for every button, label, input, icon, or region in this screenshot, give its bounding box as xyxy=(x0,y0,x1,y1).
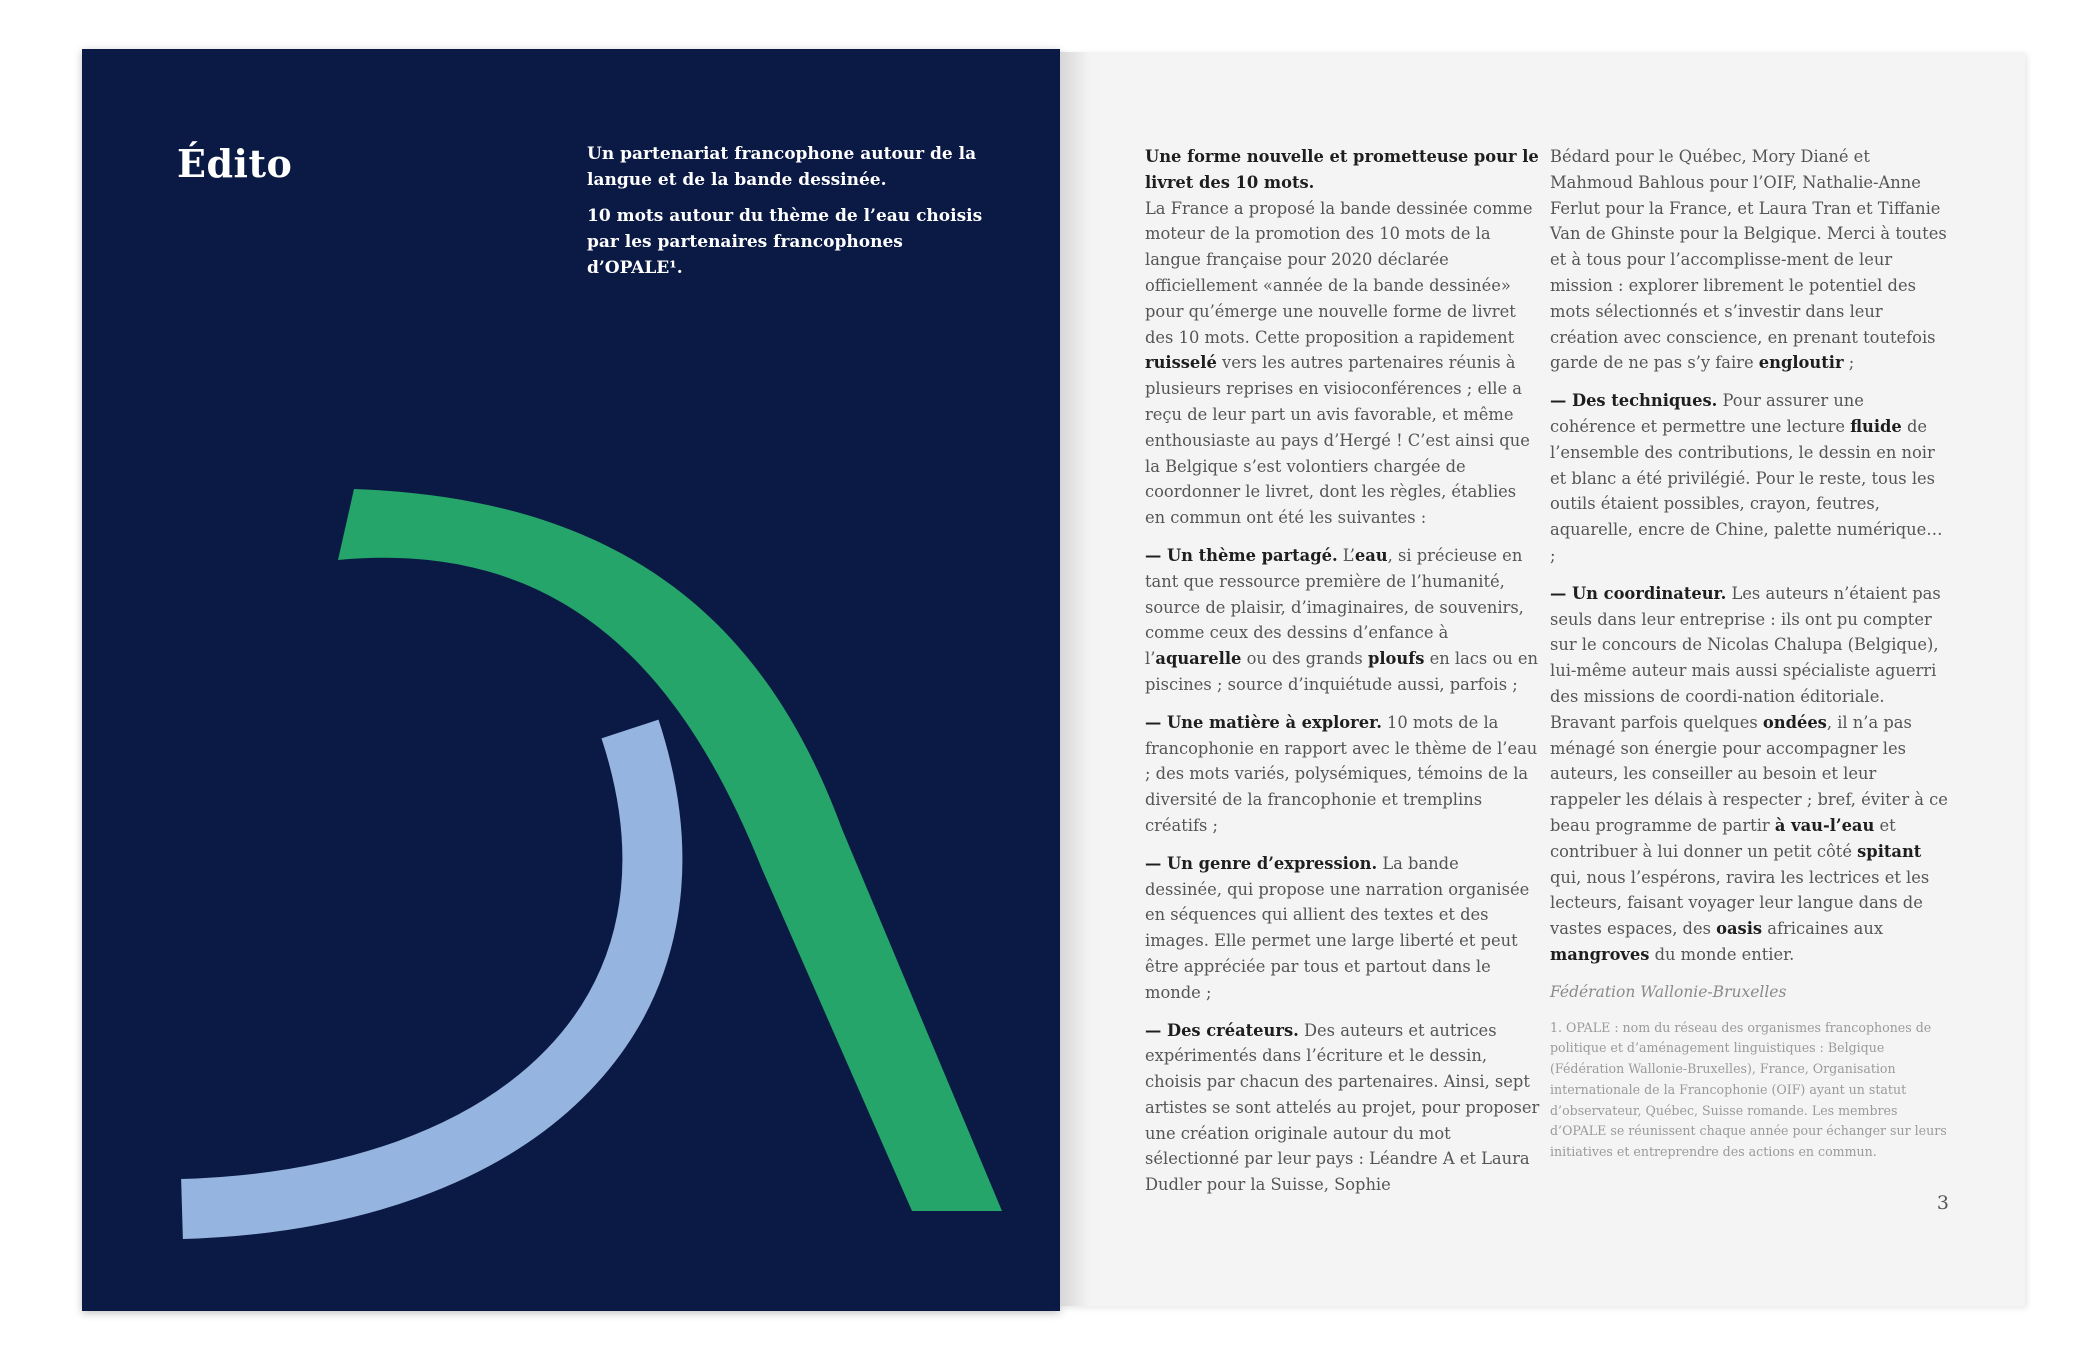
intro-line-1: Un partenariat francophone autour de la langue et de la bande dessinée. xyxy=(587,144,977,190)
signature: Fédération Wallonie-Bruxelles xyxy=(1550,982,1787,1001)
left-page xyxy=(82,49,1060,1311)
paragraph-text: Des auteurs et autrices expérimentés dans l’écriture et le dessin, choisis par chacun des partenaires. Ainsi, sept artistes se sont attelés au projet, pour proposer une création originale autour du mot sélectionné par leur pays : Léandre A et Laura Dudler pour la Suisse, Sophie xyxy=(1145,1020,1540,1195)
paragraph-lead: — Un thème partagé. xyxy=(1145,545,1338,565)
paragraph-text: de l’ensemble des contributions, le dessin en noir et blanc a été privilégié. Pour le reste, tous les outils étaient possibles, crayon, feutres, aquarelle, encre de Chine, palette numérique… ; xyxy=(1550,416,1943,565)
paragraph-7 xyxy=(1550,388,1950,569)
keyword: ondées xyxy=(1762,712,1827,732)
book-gutter-shadow xyxy=(1060,52,1090,1306)
paragraph-text: Pour assurer une cohérence et permettre une lecture xyxy=(1550,391,1864,436)
keyword: eau xyxy=(1354,545,1388,565)
paragraph-text: Bédard pour le Québec, Mory Diané et Mahmoud Bahlous pour l’OIF, Nathalie-Anne Ferlut pour la France, et Laura Tran et Tiffanie Van de Ghinste pour la Belgique. Merci à toutes et à tous pour l’accomplisse-ment de leur mission : explorer librement le potentiel des mots sélectionnés et s’investir dans leur création avec conscience, en prenant toutefois garde de ne pas s’y faire xyxy=(1550,147,1947,373)
keyword: spitant xyxy=(1857,841,1922,861)
keyword: aquarelle xyxy=(1155,649,1242,669)
lambda-illustration xyxy=(82,49,1060,1311)
paragraph-text: du monde entier. xyxy=(1649,944,1795,964)
paragraph-text: La France a proposé la bande dessinée comme moteur de la promotion des 10 mots de la langue française pour 2020 déclarée officiellement «année de la bande dessinée» pour qu’émerge une nouvelle forme de livret des 10 mots. Cette proposition a rapidement xyxy=(1145,198,1533,347)
right-page xyxy=(1060,52,2025,1306)
text-column-1 xyxy=(1145,144,1540,1210)
paragraph-text: 10 mots de la francophonie en rapport avec le thème de l’eau ; des mots variés, polysémiques, témoins de la diversité de la francophonie et tremplins créatifs ; xyxy=(1145,712,1538,835)
keyword: à vau-l’eau xyxy=(1774,815,1875,835)
keyword: engloutir xyxy=(1758,353,1844,373)
paragraph-text: ou des grands xyxy=(1241,649,1368,669)
paragraph-text: africaines aux xyxy=(1762,919,1884,939)
keyword: ruisselé xyxy=(1145,353,1217,373)
paragraph-text: qui, nous l’espérons, ravira les lectrices et les lecteurs, faisant voyager leur langue dans de vastes espaces, des xyxy=(1550,867,1930,939)
footnote: 1. OPALE : nom du réseau des organismes francophones de politique et d’aménagement linguistiques : Belgique (Fédération Wallonie-Bruxelles), France, Organisation internationale de la Francophonie (OIF) ayant un statut d’observateur, Québec, Suisse romande. Les membres d’OPALE se réunissent chaque année pour échanger sur leurs initiatives et entreprendre des actions en commun. xyxy=(1550,1019,1947,1160)
blue-arc-stroke xyxy=(182,729,652,1209)
paragraph-lead: Une forme nouvelle et prometteuse pour le livret des 10 mots. xyxy=(1145,147,1539,192)
paragraph-lead: — Un coordinateur. xyxy=(1550,583,1727,603)
paragraph-lead: — Un genre d’expression. xyxy=(1145,853,1378,873)
paragraph-8 xyxy=(1550,581,1950,968)
paragraph-3 xyxy=(1145,710,1540,839)
paragraph-2 xyxy=(1145,543,1540,698)
text-column-2 xyxy=(1550,144,1950,1175)
paragraph-text: La bande dessinée, qui propose une narration organisée en séquences qui allient des textes et des images. Elle permet une large liberté et peut être appréciée par tous et partout dans le monde ; xyxy=(1145,853,1530,1002)
intro-line-2: 10 mots autour du thème de l’eau choisis par les partenaires francophones d’OPALE¹. xyxy=(587,206,983,278)
page-number: 3 xyxy=(1936,1192,1949,1214)
paragraph-text: en lacs ou en piscines ; source d’inquiétude aussi, parfois ; xyxy=(1145,649,1539,694)
paragraph-lead: — Des créateurs. xyxy=(1145,1020,1299,1040)
paragraph-text: Les auteurs n’étaient pas seuls dans leur entreprise : ils ont pu compter sur le concours de Nicolas Chalupa (Belgique), lui-même auteur mais aussi spécialiste aguerri des missions de coordi-nation éditoriale. Bravant parfois quelques xyxy=(1550,583,1941,732)
keyword: ploufs xyxy=(1367,649,1425,669)
paragraph-text: , il n’a pas ménagé son énergie pour accompagner les auteurs, les conseiller au besoin et leur rappeler les délais à respecter ; bref, éviter à ce beau programme de partir xyxy=(1550,712,1948,835)
paragraph-5 xyxy=(1145,1018,1540,1199)
paragraph-lead: — Une matière à explorer. xyxy=(1145,712,1382,732)
paragraph-lead: — Des techniques. xyxy=(1550,391,1718,411)
keyword: fluide xyxy=(1850,416,1902,436)
paragraph-1 xyxy=(1145,144,1540,531)
paragraph-text: L’ xyxy=(1337,545,1355,565)
keyword: mangroves xyxy=(1550,944,1650,964)
page-title: Édito xyxy=(177,141,293,186)
paragraph-text: vers les autres partenaires réunis à plusieurs reprises en visioconférences ; elle a reçu de leur part un avis favorable, et même enthousiaste au pays d’Hergé ! C’est ainsi que la Belgique s’est volontiers chargée de coordonner le livret, dont les règles, établies en commun ont été les suivantes : xyxy=(1145,353,1530,528)
paragraph-text: et contribuer à lui donner un petit côté xyxy=(1550,815,1896,861)
paragraph-text: ; xyxy=(1843,353,1855,373)
paragraph-text: , si précieuse en tant que ressource première de l’humanité, source de plaisir, d’imaginaires, de souvenirs, comme ceux des dessins d’enfance à l’ xyxy=(1145,545,1524,669)
paragraph-6 xyxy=(1550,144,1950,376)
keyword: oasis xyxy=(1716,919,1763,939)
paragraph-4 xyxy=(1145,851,1540,1006)
